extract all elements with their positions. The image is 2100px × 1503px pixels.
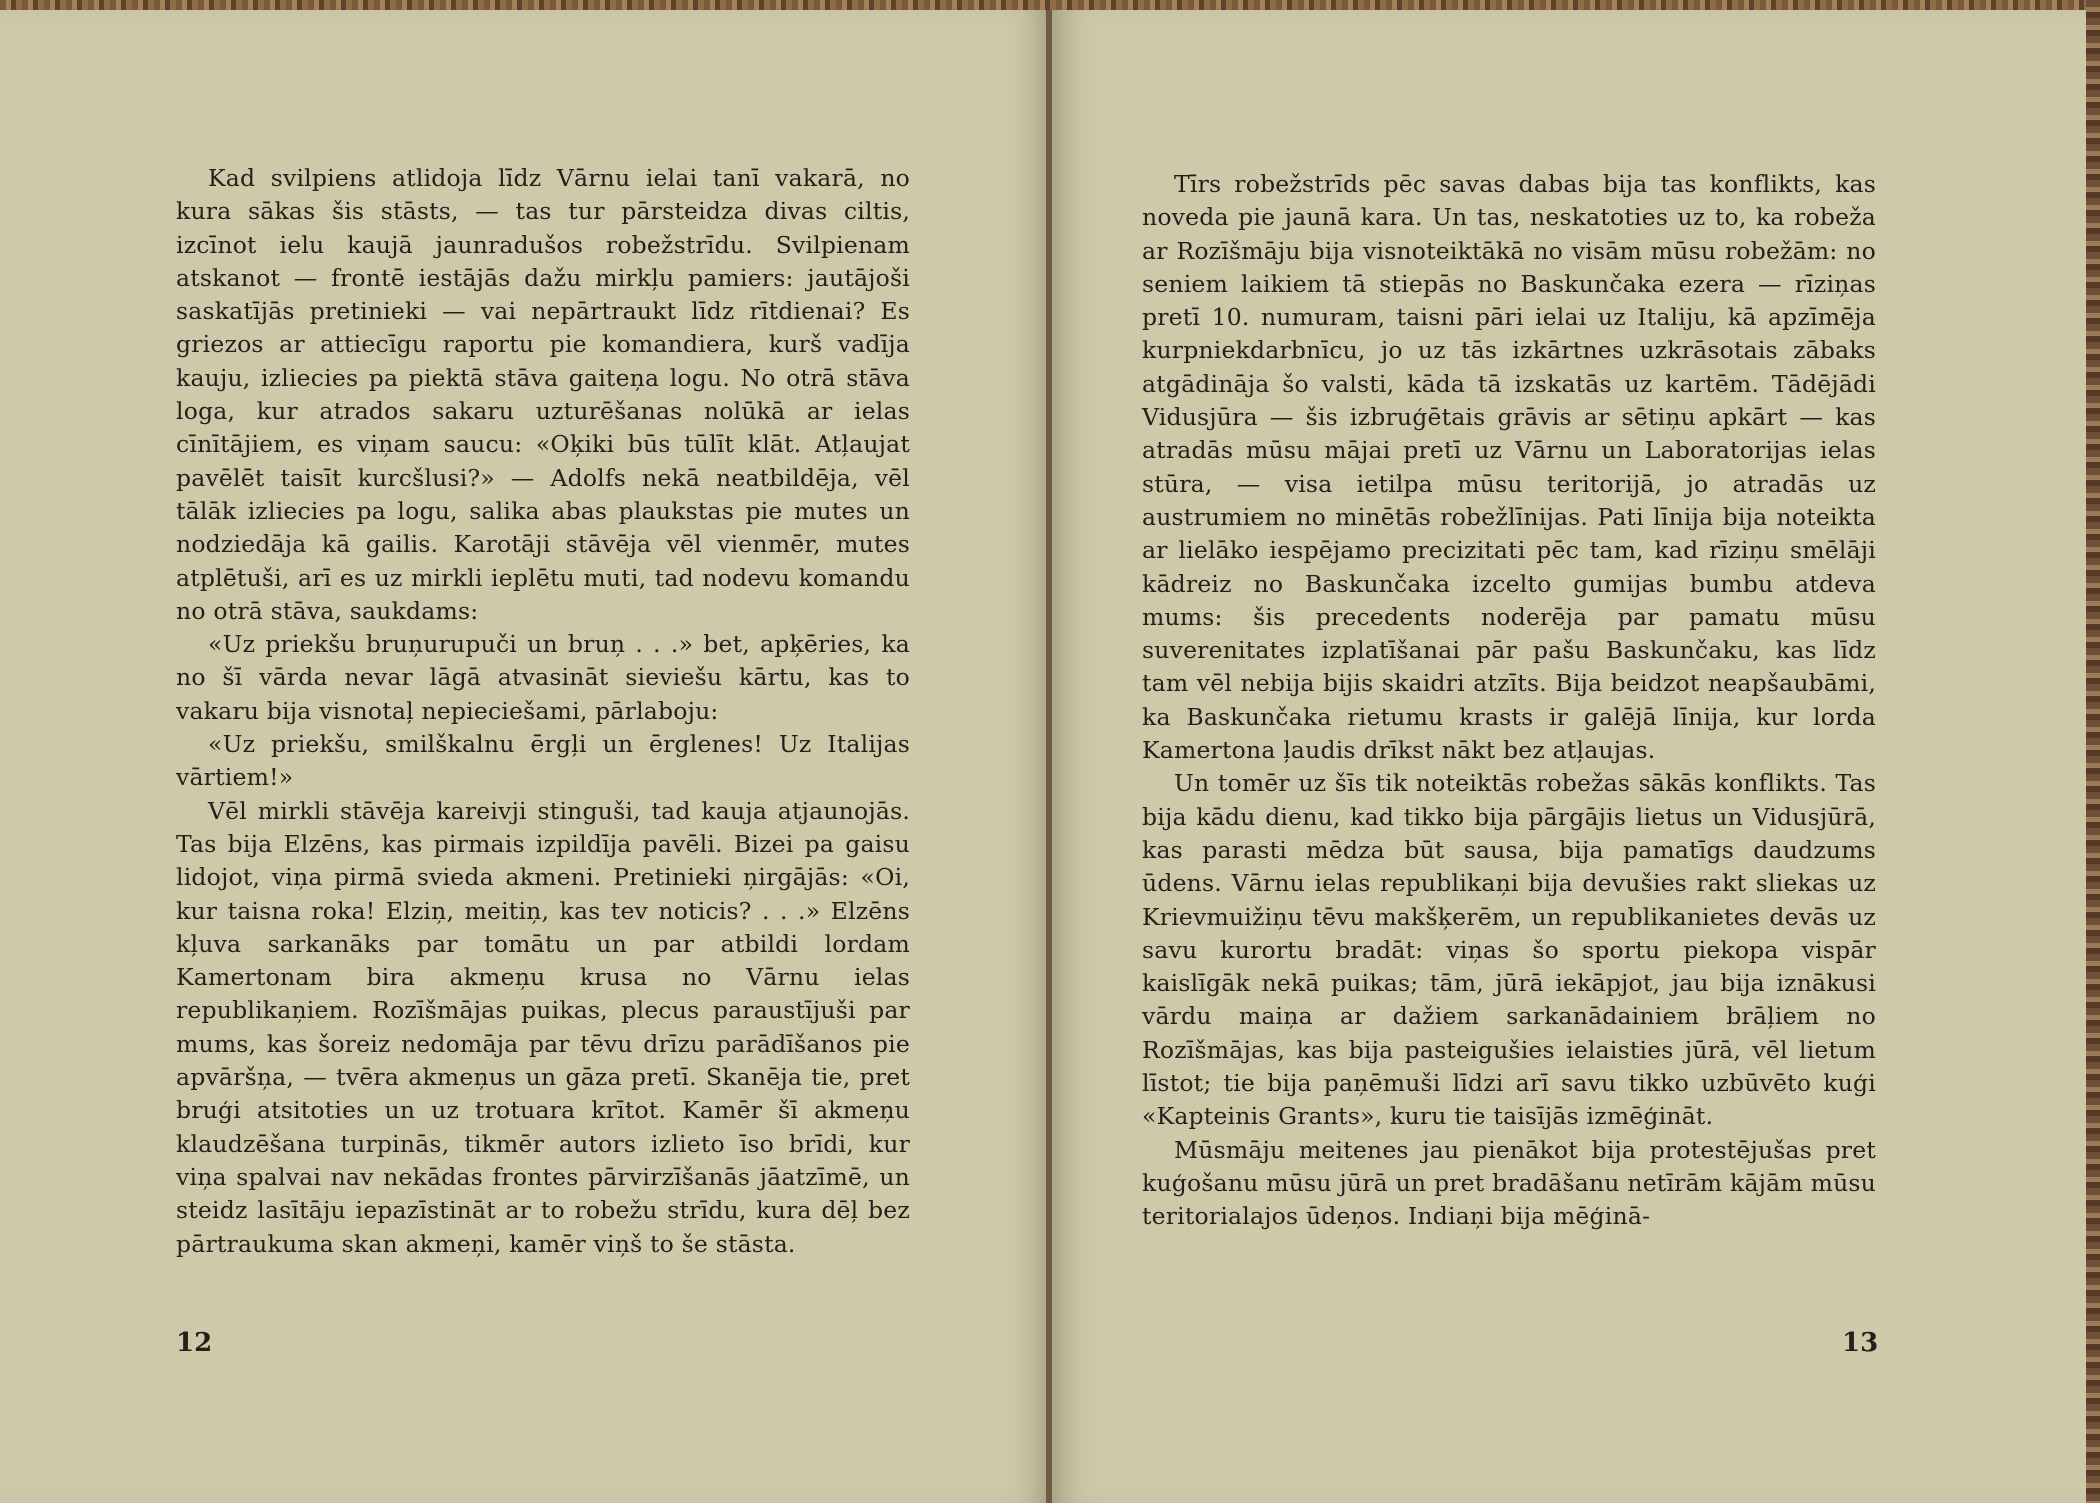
paragraph: Vēl mirkli stāvēja kareivji stinguši, tad kauja atjaunojās. Tas bija Elzēns, kas pirmais izpildīja pavēli. Bizei pa gaisu lidojot, viņa pirmā svieda akmeni. Pretinieki ņirgājās: «Oi, kur taisna roka! Elziņ, meitiņ, kas tev noticis? . . .» Elzēns kļuva sarkanāks par tomātu un par atbildi lordam Kamertonam bira akmeņu krusa no Vārnu ielas republikaņiem. Rozīšmājas puikas, plecus paraustījuši par mums, kas šoreiz nedomāja par tēvu drīzu parādīšanos pie apvāršņa, — tvēra akmeņus un gāza pretī. Skanēja tie, pret bruģi atsitoties un uz trotuara krītot. Kamēr šī akmeņu klaudzēšana turpinās, tikmēr autors izlieto īso brīdi, kur viņa spalvai nav nekādas frontes pārvirzīšanās jāatzīmē, un steidz lasītāju iepazīstināt ar to robežu strīdu, kura dēļ bez pārtraukuma skan akmeņi, kamēr viņš to še stāsta. [176, 796, 910, 1258]
left-page [0, 10, 1048, 1503]
paragraph: «Uz priekšu bruņurupuči un bruņ . . .» bet, apķēries, ka no šī vārda nevar lāgā atvasināt sieviešu kārtu, kas to vakaru bija visnotaļ nepieciešami, pārlaboju: [176, 630, 910, 725]
paragraph: Mūsmāju meitenes jau pienākot bija protestējušas pret kuģošanu mūsu jūrā un pret bradāšanu netīrām kājām mūsu teritorialajos ūdeņos. Indiaņi bija mēģinā- [1142, 1135, 1876, 1231]
paragraph: Kad svilpiens atlidoja līdz Vārnu ielai tanī vakarā, no kura sākas šis stāsts, — tas tur pārsteidza divas ciltis, izcīnot ielu kaujā jaunradušos robežstrīdu. Svilpienam atskanot — frontē iestājās dažu mirkļu pamiers: jautājoši saskatījās pretinieki — vai nepārtraukt līdz rītdienai? Es griezos ar attiecīgu raportu pie komandiera, kurš vadīja kauju, izliecies pa piektā stāva gaiteņa logu. No otrā stāva loga, kur atrados sakaru uzturēšanas nolūkā ar ielas cīnītājiem, es viņam saucu: «Oķiki būs tūlīt klāt. Atļaujat pavēlēt taisīt kurcšlusi?» — Adolfs nekā neatbildēja, vēl tālāk izliecies pa logu, salika abas plaukstas pie mutes un nodziedāja kā gailis. Karotāji stāvēja vēl vienmēr, mutes atplētuši, arī es uz mirkli ieplētu muti, tad nodevu komandu no otrā stāva, saukdams: [176, 164, 910, 625]
book-side-edge [2086, 0, 2100, 1503]
paragraph: «Uz priekšu, smilškalnu ērgļi un ērglenes! Uz Italijas vārtiem!» [176, 730, 910, 792]
right-page [1052, 10, 2086, 1503]
page-number-left: 12 [176, 1328, 213, 1358]
paragraph: Un tomēr uz šīs tik noteiktās robežas sākās konflikts. Tas bija kādu dienu, kad tikko bija pārgājis lietus un Vidusjūrā, kas parasti mēdza būt sausa, bija pamatīgs daudzums ūdens. Vārnu ielas republikaņi bija devušies rakt sliekas uz Krievmuižiņu tēvu makšķerēm, un republikanietes devās uz savu kurortu bradāt: viņas šo sportu piekopa vispār kaislīgāk nekā puikas; tām, jūrā iekāpjot, jau bija iznākusi vārdu maiņa ar dažiem sarkanādainiem brāļiem no Rozīšmājas, kas bija pasteigušies ielaisties jūrā, vēl lietum līstot; tie bija paņēmuši līdzi arī savu tikko uzbūvēto kuģi «Kapteinis Grants», kuru tie taisījās izmēģināt. [1142, 769, 1876, 1131]
left-page-text [176, 162, 910, 1261]
right-page-text [1142, 168, 1876, 1234]
paragraph: Tīrs robežstrīds pēc savas dabas bija tas konflikts, kas noveda pie jaunā kara. Un tas, neskatoties uz to, ka robeža ar Rozīšmāju bija visnoteiktākā no visām mūsu robežām: no seniem laikiem tā stiepās no Baskunčaka ezera — rīziņas pretī 10. numuram, taisni pāri ielai uz Italiju, kā apzīmēja kurpniekdarbnīcu, jo uz tās izkārtnes uzkrāsotais zābaks atgādināja šo valsti, kāda tā izskatās uz kartēm. Tādējādi Vidusjūra — šis izbruģētais grāvis ar sētiņu apkārt — kas atradās mūsu mājai pretī uz Vārnu un Laboratorijas ielas stūra, — visa ietilpa mūsu teritorijā, jo atradās uz austrumiem no minētās robežlīnijas. Pati līnija bija noteikta ar lielāko iespējamo precizitati pēc tam, kad rīziņu smēlāji kādreiz no Baskunčaka izcelto gumijas bumbu atdeva mums: šis precedents noderēja par pamatu mūsu suverenitates izplatīšanai pār pašu Baskunčaku, kas līdz tam vēl nebija bijis skaidri atzīts. Bija beidzot neapšaubāmi, ka Baskunčaka rietumu krasts ir galējā līnija, kur lorda Kamertona ļaudis drīkst nākt bez atļaujas. [1142, 170, 1876, 765]
page-number-right: 13 [1842, 1328, 1879, 1358]
